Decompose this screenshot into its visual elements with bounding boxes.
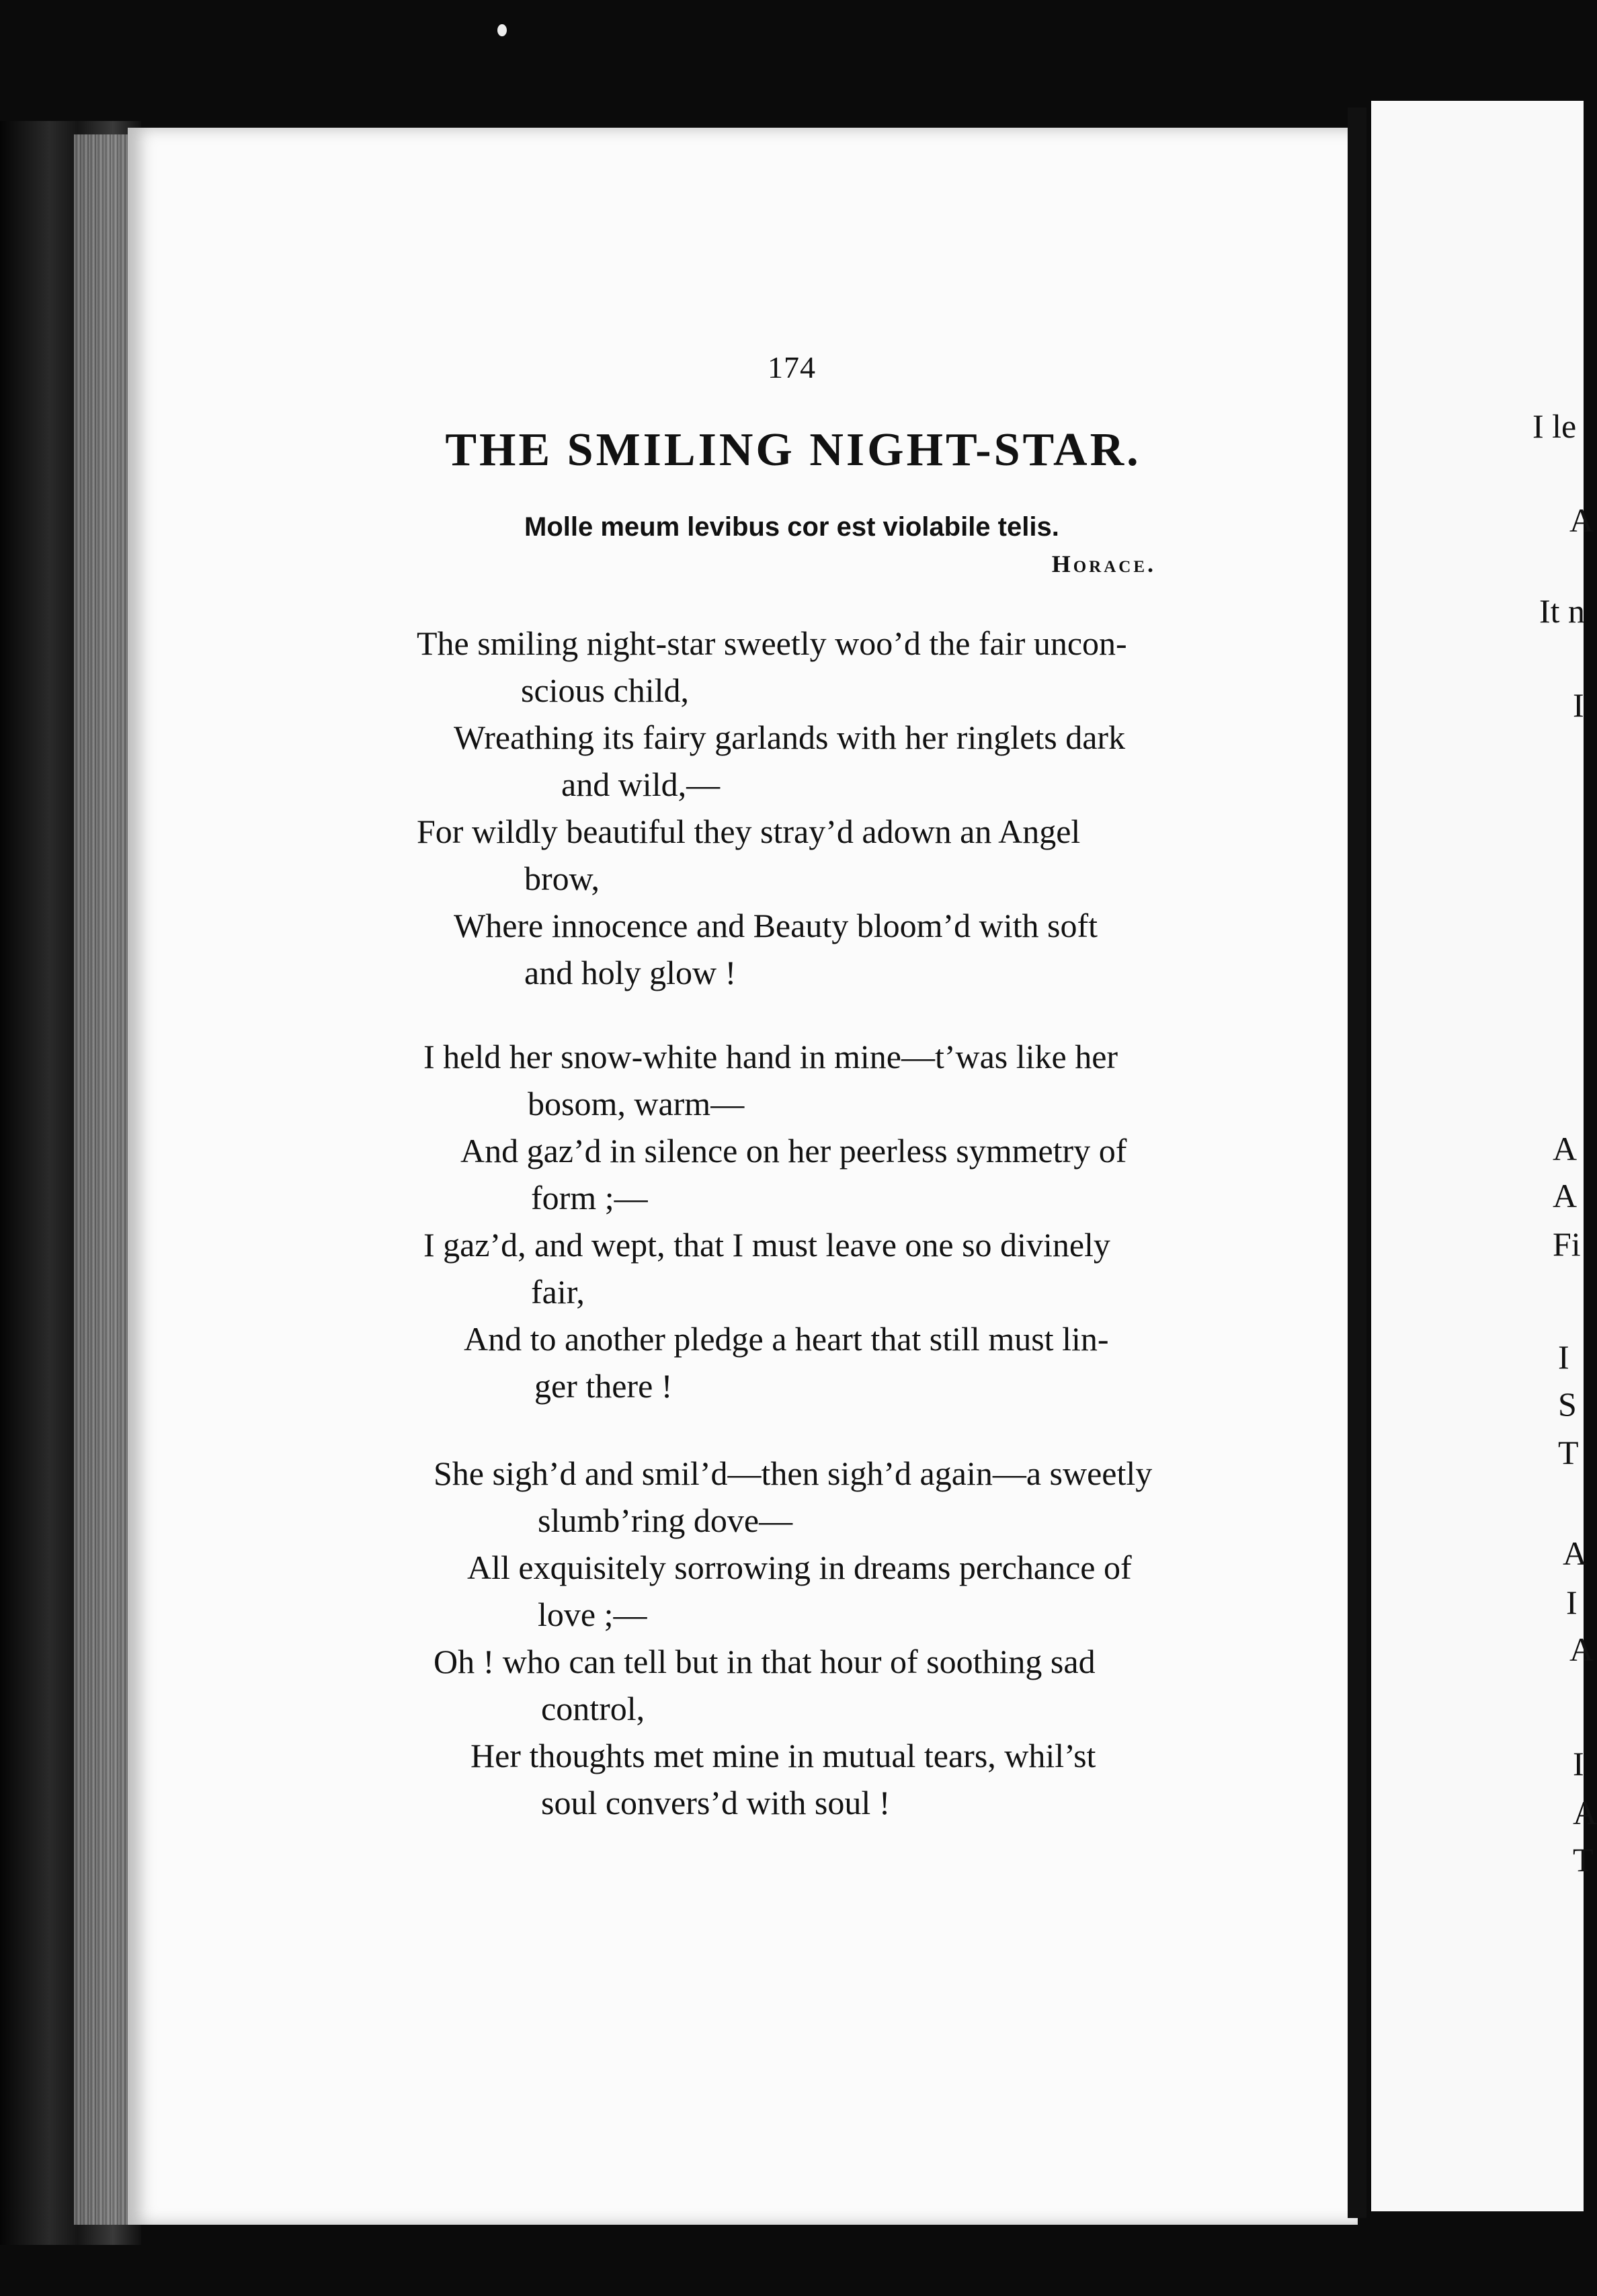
poem-line: and holy glow ! bbox=[524, 954, 737, 991]
epigraph: Molle meum levibus cor est violabile telis. bbox=[524, 512, 1059, 542]
poem-line: Where innocence and Beauty bloom’d with soft bbox=[454, 907, 1098, 944]
facing-page-fragment: I bbox=[1573, 1745, 1584, 1782]
poem-line: Her thoughts met mine in mutual tears, whil’st bbox=[470, 1737, 1096, 1774]
poem-line: The smiling night-star sweetly woo’d the fair uncon- bbox=[417, 624, 1127, 662]
facing-page-fragment: I le bbox=[1532, 407, 1577, 445]
poem-line: I gaz’d, and wept, that I must leave one so divinely bbox=[423, 1226, 1110, 1264]
stanza-1 bbox=[417, 620, 1237, 996]
facing-page-fragment: I bbox=[1573, 686, 1584, 724]
poem-line: For wildly beautiful they stray’d adown an Angel bbox=[417, 813, 1081, 850]
poem-line: control, bbox=[541, 1690, 645, 1727]
poem-line: ger there ! bbox=[534, 1367, 673, 1405]
facing-page-fragment: A bbox=[1553, 1177, 1578, 1215]
poem-line: She sigh’d and smil’d—then sigh’d again—a sweetly bbox=[434, 1454, 1153, 1492]
book-gutter bbox=[1348, 108, 1366, 2218]
facing-page-fragment: S bbox=[1558, 1385, 1577, 1423]
facing-page-fragment: T bbox=[1573, 1841, 1594, 1879]
poem-line: slumb’ring dove— bbox=[538, 1502, 793, 1539]
stanza-3 bbox=[417, 1450, 1237, 1826]
facing-page-fragment: A bbox=[1569, 1631, 1594, 1668]
poem-title: THE SMILING NIGHT-STAR. bbox=[445, 424, 1141, 476]
poem-line: And to another pledge a heart that still must lin- bbox=[464, 1320, 1109, 1358]
poem-line: and wild,— bbox=[561, 766, 721, 803]
poem-line: brow, bbox=[524, 860, 600, 897]
facing-page-fragment: It n bbox=[1539, 592, 1586, 630]
poem-line: Oh ! who can tell but in that hour of soothing sad bbox=[434, 1643, 1096, 1680]
poem-line: Wreathing its fairy garlands with her ringlets dark bbox=[454, 719, 1126, 756]
facing-page-fragment: I bbox=[1558, 1338, 1569, 1376]
poem-line: soul convers’d with soul ! bbox=[541, 1784, 891, 1821]
poem-line: I held her snow-white hand in mine—t’was like her bbox=[423, 1038, 1118, 1075]
poem-line: love ;— bbox=[538, 1596, 647, 1633]
epigraph-attribution: Horace. bbox=[1051, 550, 1156, 577]
poem-line: form ;— bbox=[531, 1179, 648, 1217]
facing-page-fragment: A bbox=[1553, 1130, 1578, 1167]
facing-page-fragment: A bbox=[1573, 1794, 1597, 1832]
facing-page-fragment: Fi bbox=[1553, 1225, 1581, 1263]
facing-page-fragment: A bbox=[1569, 501, 1594, 539]
scan-speck bbox=[497, 24, 507, 36]
stanza-2 bbox=[417, 1033, 1237, 1409]
poem-line: And gaz’d in silence on her peerless symmetry of bbox=[460, 1132, 1127, 1170]
facing-page-fragment: A bbox=[1563, 1534, 1588, 1572]
poem-line: bosom, warm— bbox=[528, 1085, 745, 1122]
poem-line: All exquisitely sorrowing in dreams perchance of bbox=[467, 1549, 1132, 1586]
poem-line: scious child, bbox=[521, 671, 689, 709]
facing-page-fragment: T bbox=[1558, 1434, 1579, 1471]
page-number: 174 bbox=[768, 350, 816, 384]
poem-line: fair, bbox=[531, 1273, 585, 1311]
facing-page-fragment: I bbox=[1566, 1584, 1578, 1621]
